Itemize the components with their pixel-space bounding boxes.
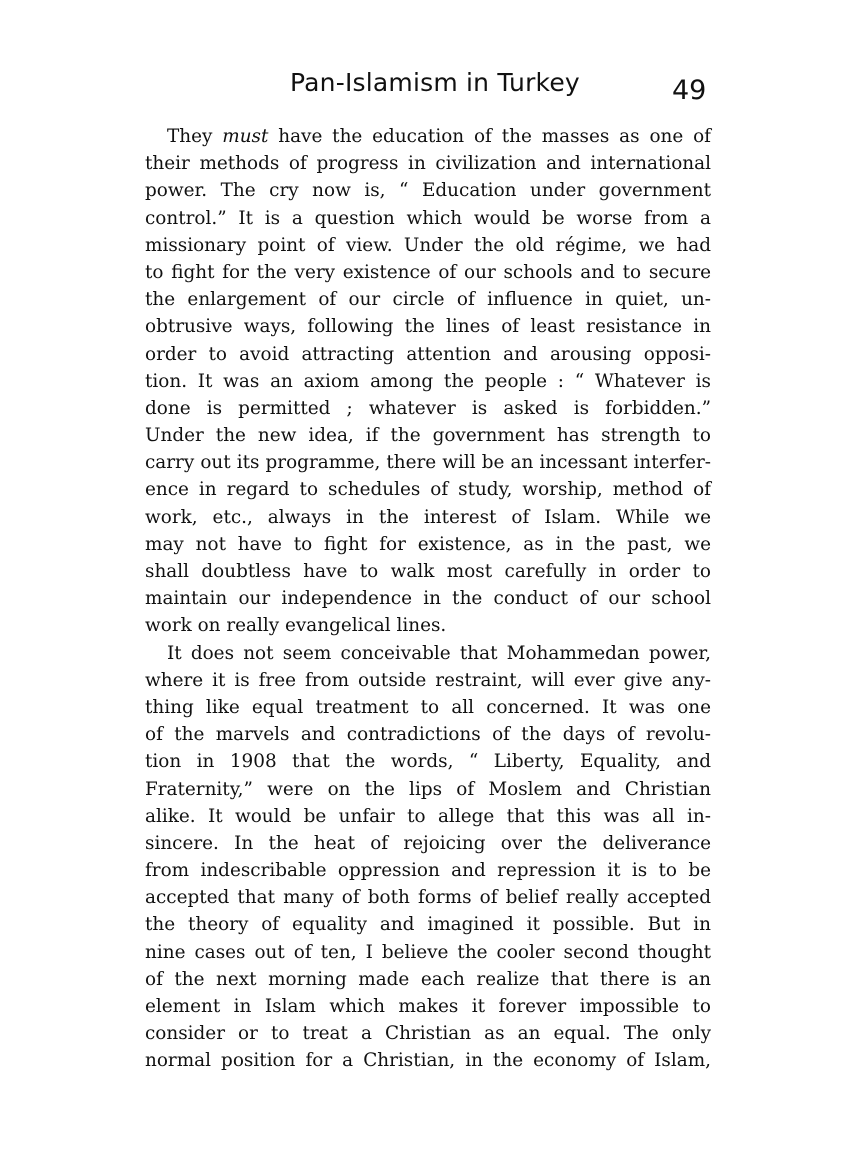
text-line: order to avoid attracting attention and arousing opposi-: [145, 343, 711, 365]
paragraph: [145, 123, 711, 640]
page-number: 49: [672, 75, 707, 106]
text-line: alike. It would be unfair to allege that this was all in-: [145, 805, 711, 827]
text-line: consider or to treat a Christian as an equal. The only: [145, 1023, 711, 1045]
paragraph: [145, 640, 711, 1075]
text-line: work on really evangelical lines.: [145, 615, 447, 637]
text-line: tion. It was an axiom among the people : “ Whatever is: [145, 370, 711, 392]
text-line: nine cases out of ten, I believe the cooler second thought: [145, 941, 711, 963]
text-line: Fraternity,” were on the lips of Moslem and Christian: [145, 778, 711, 800]
text-line: shall doubtless have to walk most carefully in order to: [145, 561, 711, 582]
text-line: from indescribable oppression and repression it is to be: [145, 860, 711, 882]
text-line: missionary point of view. Under the old régime, we had: [145, 234, 711, 256]
text-line: maintain our independence in the conduct of our school: [145, 588, 711, 610]
text-line: tion in 1908 that the words, “ Liberty, Equality, and: [145, 751, 711, 773]
text-line: thing like equal treatment to all concerned. It was one: [145, 696, 711, 718]
running-head: [0, 68, 850, 108]
text-line: normal position for a Christian, in the economy of Islam,: [145, 1050, 711, 1072]
text-line: control.” It is a question which would be worse from a: [145, 207, 711, 229]
text-line: may not have to fight for existence, as in the past, we: [145, 533, 711, 555]
text-line: work, etc., always in the interest of Islam. While we: [145, 506, 711, 528]
text-line: where it is free from outside restraint, will ever give any-: [145, 669, 711, 691]
text-line: Under the new idea, if the government has strength to: [145, 425, 711, 447]
text-line: It does not seem conceivable that Mohammedan power,: [167, 642, 711, 664]
text-line: element in Islam which makes it forever impossible to: [145, 996, 711, 1017]
running-title: Pan-Islamism in Turkey: [290, 68, 580, 97]
text-line: accepted that many of both forms of belief really accepted: [145, 887, 711, 909]
text-line: of the next morning made each realize that there is an: [145, 968, 711, 990]
text-line: to fight for the very existence of our schools and to secure: [145, 261, 711, 283]
text-line: They must have the education of the masses as one of: [167, 126, 711, 147]
text-line: the theory of equality and imagined it possible. But in: [145, 914, 711, 936]
body-text: [145, 123, 711, 1075]
text-line: obtrusive ways, following the lines of least resistance in: [145, 316, 711, 338]
text-line: done is permitted ; whatever is asked is forbidden.”: [145, 397, 711, 419]
text-line: their methods of progress in civilization and international: [145, 153, 711, 175]
text-line: carry out its programme, there will be an incessant interfer-: [145, 452, 711, 474]
text-line: the enlargement of our circle of influence in quiet, un-: [145, 289, 711, 311]
text-line: sincere. In the heat of rejoicing over the deliverance: [145, 832, 711, 854]
emphasis: must: [222, 126, 269, 147]
text-line: of the marvels and contradictions of the days of revolu-: [145, 724, 711, 746]
text-line: power. The cry now is, “ Education under government: [145, 180, 711, 202]
text-line: ence in regard to schedules of study, worship, method of: [145, 479, 711, 501]
